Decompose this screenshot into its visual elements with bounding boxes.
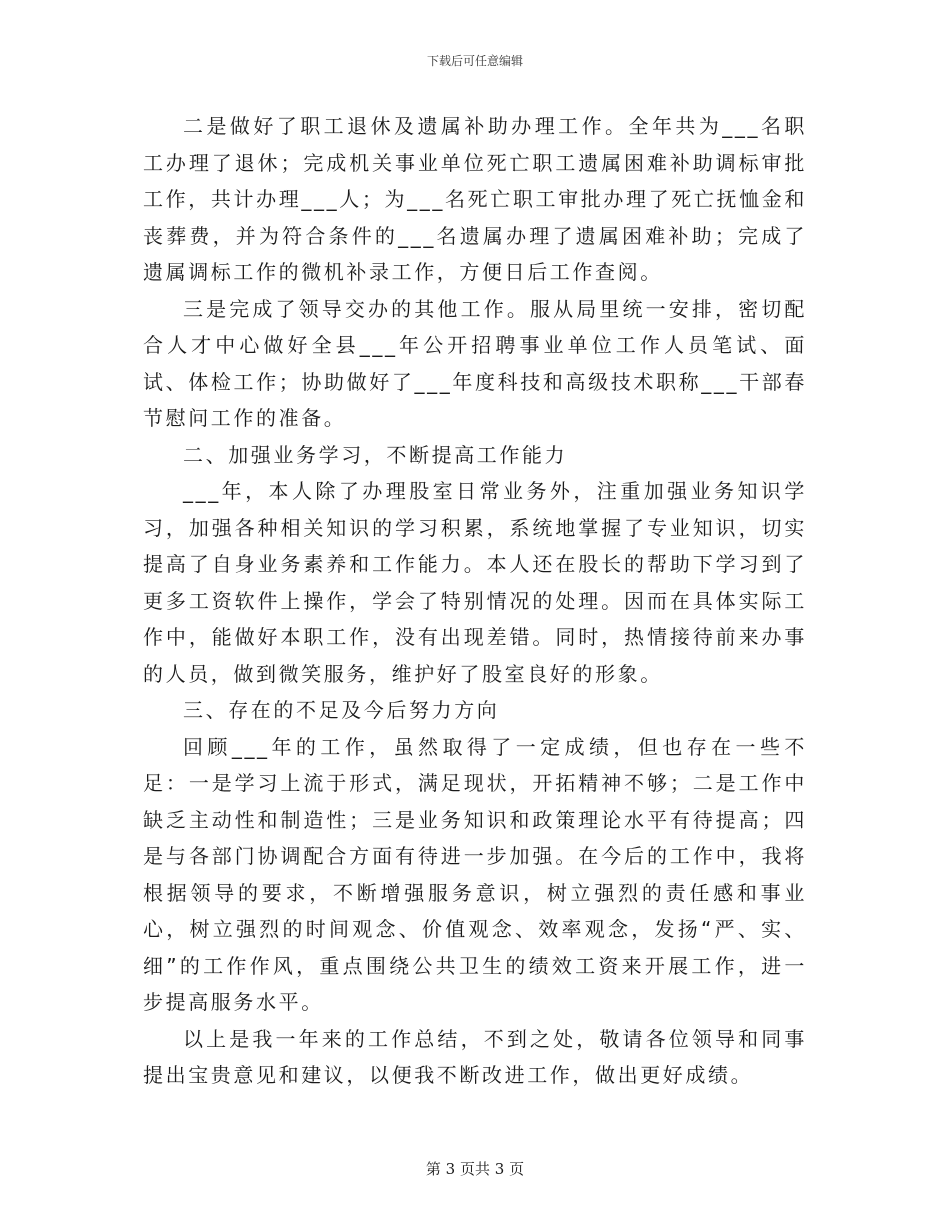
paragraph-shortcomings: 回顾___年的工作，虽然取得了一定成绩，但也存在一些不足：一是学习上流于形式，满足现状，开拓精神不够；二是工作中缺乏主动性和制造性；三是业务知识和政策理论水平有待提高；四是与各部门协调配合方面有待进一步加强。在今后的工作中，我将根据领导的要求，不断增强服务意识，树立强烈的责任感和事业心，树立强烈的时间观念、价值观念、效率观念，发扬“严、实、细”的工作作风，重点围绕公共卫生的绩效工资来开展工作，进一步提高服务水平。	[143, 734, 807, 1014]
paragraph-conclusion: 以上是我一年来的工作总结，不到之处，敬请各位领导和同事提出宝贵意见和建议，以便我不断改进工作，做出更好成绩。	[143, 1026, 807, 1087]
page-footer: 第 3 页共 3 页	[425, 1160, 525, 1178]
paragraph-study: ___年，本人除了办理股室日常业务外，注重加强业务知识学习，加强各种相关知识的学习积累，系统地掌握了专业知识，切实提高了自身业务素养和工作能力。本人还在股长的帮助下学习到了更多工资软件上操作，学会了特别情况的处理。因而在具体实际工作中，能做好本职工作，没有出现差错。同时，热情接待前来办事的人员，做到微笑服务，维护好了股室良好的形象。	[143, 479, 807, 686]
section-heading-study: 二、加强业务学习，不断提高工作能力	[183, 442, 568, 467]
page-header: 下载后可任意编辑	[426, 54, 523, 68]
paragraph-other-tasks: 三是完成了领导交办的其他工作。服从局里统一安排，密切配合人才中心做好全县___年公开招聘事业单位工作人员笔试、面试、体检工作；协助做好了___年度科技和高级技术职称___干部春节慰问工作的准备。	[143, 296, 807, 430]
section-heading-shortcomings: 三、存在的不足及今后努力方向	[183, 698, 500, 722]
document-body	[143, 108, 807, 1094]
paragraph-retirement-work: 二是做好了职工退休及遗属补助办理工作。全年共为___名职工办理了退休；完成机关事业单位死亡职工遗属困难补助调标审批工作，共计办理___人；为___名死亡职工审批办理了死亡抚恤金和丧葬费，并为符合条件的___名遗属办理了遗属困难补助；完成了遗属调标工作的微机补录工作，方便日后工作查阅。	[143, 114, 807, 284]
